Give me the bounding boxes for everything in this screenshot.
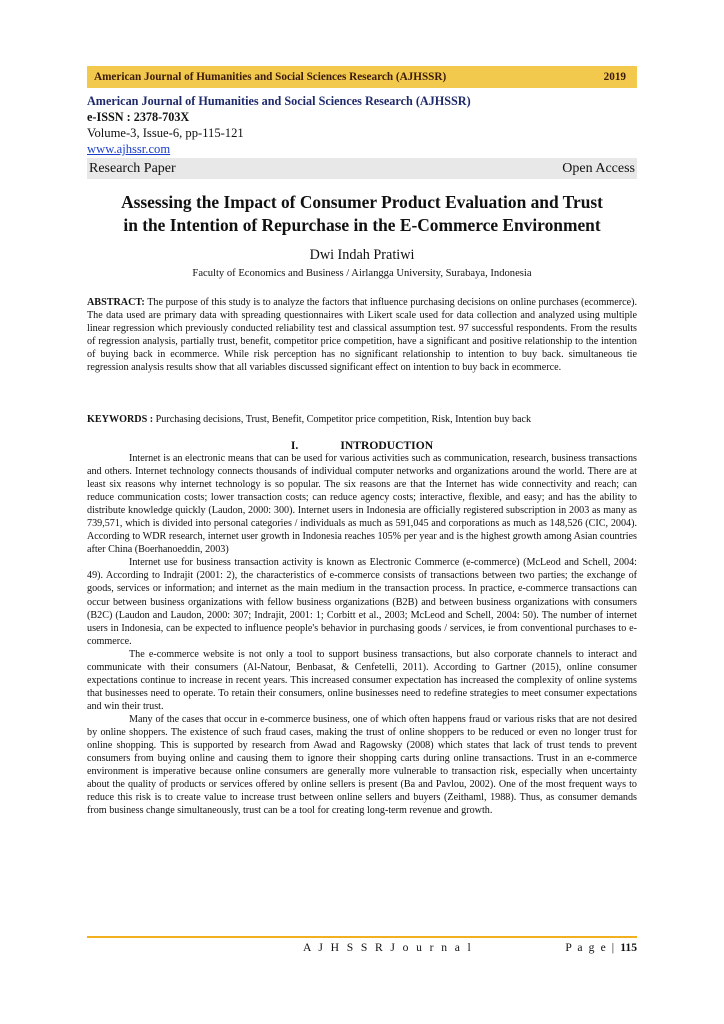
- section-title: INTRODUCTION: [340, 439, 434, 452]
- volume-issue: Volume-3, Issue-6, pp-115-121: [87, 126, 244, 140]
- introduction-body: [87, 452, 637, 817]
- paper-type-bar: [87, 158, 637, 179]
- footer-journal: A J H S S R J o u r n a l: [303, 941, 474, 954]
- journal-meta: [87, 93, 637, 157]
- paragraph: Internet use for business transaction activity is known as Electronic Commerce (e-commerce) (McLeod and Schell, 2004: 49). According to Indrajit (2001: 2), the characteristics of e-commerce consists of transactions between two parties; the exchange of goods, services or information; and internet as the main medium in the transaction process. In practice, e-commerce transactions can occur between business organizations with fellow business organizations (B2B) and between business organizations with consumers (B2C) (Laudon and Laudon, 2000: 307; Indrajit, 2001: 1; Corbitt et al., 2003; McLeod and Schell, 2004: 50). The number of internet users in Indonesia, can be expected to influence people's behavior in purchasing goods / services, ie from conventional purchases to e-commerce.: [87, 557, 637, 647]
- author-affiliation: Faculty of Economics and Business / Airlangga University, Surabaya, Indonesia: [192, 268, 532, 279]
- footer-page-number: 115: [620, 941, 637, 954]
- journal-website-link[interactable]: www.ajhssr.com: [87, 142, 171, 156]
- abstract: [87, 296, 637, 374]
- footer-rule: [87, 936, 637, 938]
- journal-header-bar: [87, 66, 637, 88]
- paragraph: The e-commerce website is not only a tool to support business transactions, but also corporate channels to interact and communicate with their consumers (Al-Natour, Benbasat, & Cenfetelli, 2011). According to Gartner (2015), online consumer expectations continue to increase in recent years. This increased consumer expectation has increased the complexity of online systems that businesses need to operate. To retain their consumers, online businesses need to redefine strategies to meet consumer expectations and win their trust.: [87, 648, 637, 712]
- author-name: Dwi Indah Pratiwi: [309, 247, 415, 263]
- footer-page: [565, 941, 637, 954]
- footer-page-label: P a g e |: [565, 941, 621, 954]
- keywords-text: Purchasing decisions, Trust, Benefit, Competitor price competition, Risk, Intention buy back: [153, 414, 532, 425]
- page-footer: [87, 941, 637, 954]
- keywords: [87, 413, 637, 426]
- paper-title: [87, 191, 637, 237]
- journal-title: American Journal of Humanities and Social Sciences Research (AJHSSR): [87, 94, 471, 108]
- issn: e-ISSN : 2378-703X: [87, 110, 190, 124]
- paragraph: Internet is an electronic means that can be used for various activities such as communication, research, business transactions and others. Internet technology connects thousands of individual computer networks and organizations around the world. There are at least six reasons why internet technology is so popular. The six reasons are that the Internet has wide connectivity and reach; can reduce communication costs; lower transaction costs; can reduce agency costs; interactive, flexible, and easy; and has the ability to distribute knowledge quickly (Laudon, 2000: 300). Internet users in Indonesia are officially registered subscription in 2003 as many as 739,571, which is divided into personal categories / individuals as much as 591,045 and corporations as much as 148,526 (CIC, 2004). According to WDR research, internet user growth in Indonesia reaches 105% per year and is the highest growth among Asian countries after China (Boerhanoeddin, 2003): [87, 453, 637, 556]
- paper-type: Research Paper: [89, 160, 176, 176]
- abstract-label: ABSTRACT:: [87, 297, 145, 308]
- paper-title-line-1: Assessing the Impact of Consumer Product Evaluation and Trust: [121, 192, 603, 212]
- section-number: I.: [290, 439, 299, 452]
- paragraph: Many of the cases that occur in e-commerce business, one of which often happens fraud or various risks that are not desired by online shoppers. The existence of such fraud cases, making the trust of online shoppers to be reduced or even no longer trust for online shopping. This is supported by research from Awad and Ragowsky (2008) which states that lack of trust tends to prevent consumers from buying online and causing them to ignore their shopping carts during online transactions. Trust in an e-commerce environment is imperative because online consumers are generally more vulnerable to transaction risk, especially when uncertainty about the quality of products or services offered by online sellers is present (Ba and Pavlou, 2002). One of the most frequent ways to reduce this risk is to create value to increase trust between online sellers and buyers (Zeithaml, 1988). Thus, as consumer demands from business change simultaneously, trust can be a tool for creating long-term revenue and growth.: [87, 713, 637, 817]
- keywords-label: KEYWORDS :: [87, 414, 154, 425]
- access-type: Open Access: [562, 160, 635, 176]
- abstract-text: The purpose of this study is to analyze the factors that influence purchasing decisions on online purchases (ecommerce). The data used are primary data with spreading questionnaires with Likert scale used for data collection and analyzed using multiple linear regression which previously conducted reliability test and classical assumption test. 97 successful respondents. From the results of regression analysis, partially trust, benefit, competitor price competition, have a significant and positive relationship to the intention of buying back in ecommerce. While risk perception has no significant relationship to intention to buy back. simultaneous tie regression analysis results show that all variables discussed significant effect on intention to buy back in ecommerce.: [87, 297, 637, 374]
- header-year: 2019: [603, 71, 626, 83]
- section-heading: [87, 439, 637, 452]
- paper-title-line-2: in the Intention of Repurchase in the E-Commerce Environment: [123, 215, 601, 235]
- header-journal-name: American Journal of Humanities and Social Sciences Research (AJHSSR): [94, 71, 447, 83]
